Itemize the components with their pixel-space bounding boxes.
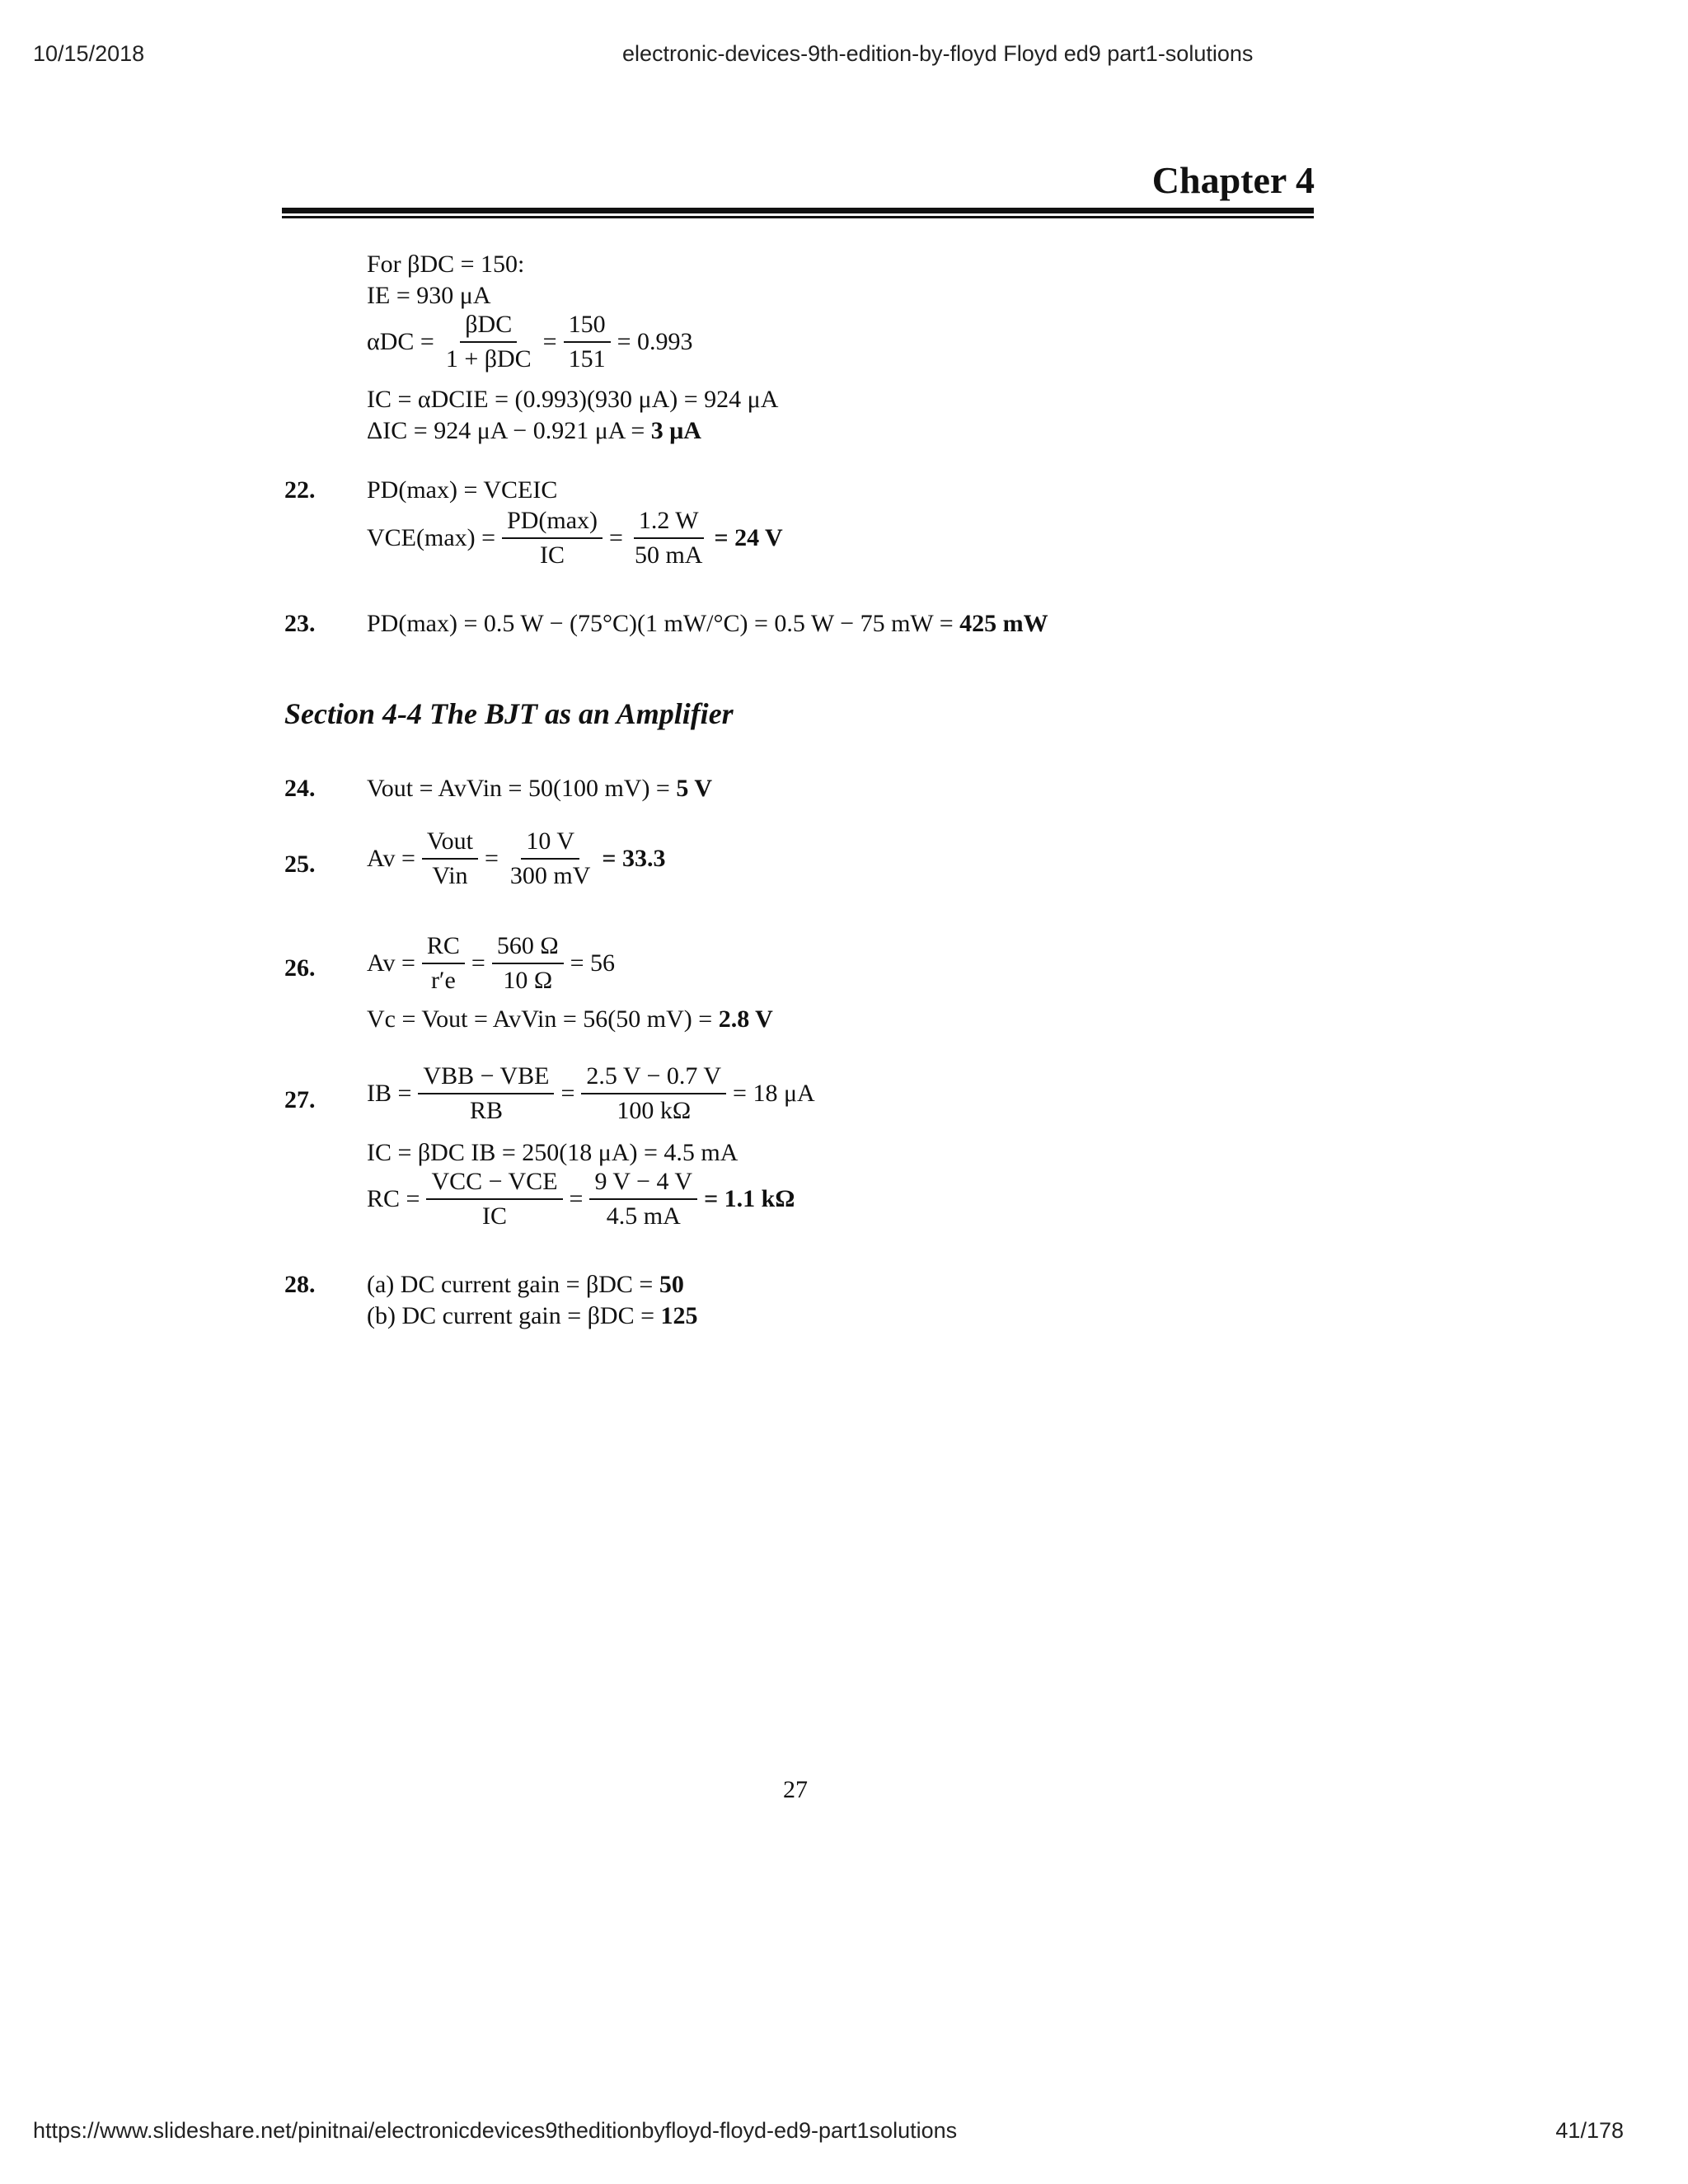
carryover-line-5-answer: 3 μA (650, 417, 701, 444)
problem-27-numerator-value-3: 9 V − 4 V (589, 1169, 697, 1200)
problem-22-numerator-value: 1.2 W (634, 508, 704, 539)
problem-26-denominator-value: 10 Ω (503, 966, 553, 994)
problem-24-line (367, 776, 712, 801)
carryover-line-5 (367, 419, 701, 443)
problem-26-result: = 56 (570, 949, 616, 977)
problem-23-text: PD(max) = 0.5 W − (75°C)(1 mW/°C) = 0.5 W − 75 mW = (367, 610, 960, 637)
problem-26-equals: = (471, 949, 485, 977)
problem-27-equals-3: = (569, 1184, 584, 1212)
problem-25-denominator-value: 300 mV (509, 861, 591, 889)
problem-22-equation (367, 508, 783, 568)
alpha-equals: = (542, 327, 557, 355)
problem-26-line-2 (367, 1007, 773, 1032)
carryover-line-1: For βDC = 150: (367, 251, 525, 278)
problem-28-b-answer: 125 (660, 1302, 698, 1329)
alpha-fraction-values (564, 312, 611, 372)
problem-27-fraction (418, 1063, 554, 1123)
chapter-heading: Chapter 4 (1151, 159, 1315, 201)
problem-27-numerator-value: 2.5 V − 0.7 V (581, 1063, 726, 1094)
carryover-line-5-text: ΔIC = 924 μA − 0.921 μA = (367, 417, 651, 444)
problem-23-answer: 425 mW (959, 610, 1048, 637)
alpha-denominator-value: 151 (568, 344, 606, 373)
problem-25-denominator: Vin (432, 861, 468, 889)
problem-28-number: 28. (284, 1271, 316, 1298)
alpha-result: = 0.993 (617, 327, 693, 355)
problem-22-result: = 24 V (714, 523, 783, 551)
problem-22-equals: = (609, 523, 623, 551)
problem-27-result: = 18 μA (733, 1079, 815, 1107)
problem-28-a-answer: 50 (659, 1271, 684, 1298)
carryover-line-4: IC = αDCIE = (0.993)(930 μA) = 924 μA (367, 386, 779, 413)
problem-27-denominator-value-3: 4.5 mA (606, 1202, 681, 1230)
footer-url: https://www.slideshare.net/pinitnai/electronicdevices9theditionbyfloyd-floyd-ed9-part1solutions (33, 2118, 958, 2143)
alpha-numerator: βDC (460, 312, 517, 343)
problem-26-number: 26. (284, 954, 316, 982)
problem-27-equals: = (560, 1079, 575, 1107)
problem-27-fraction-values (581, 1063, 726, 1123)
problem-26-line-2-text: Vc = Vout = AvVin = 56(50 mV) = (367, 1005, 719, 1033)
footer-page-count: 41/178 (1555, 2118, 1624, 2143)
document-title: electronic-devices-9th-edition-by-floyd Floyd ed9 part1-solutions (622, 41, 1254, 66)
problem-26-fraction-values (492, 933, 564, 993)
chapter-rule-thick (282, 208, 1314, 213)
problem-25-numerator: Vout (422, 828, 478, 860)
problem-23-number: 23. (284, 610, 316, 637)
problem-27-denominator-value: 100 kΩ (617, 1096, 692, 1124)
problem-27-number: 27. (284, 1086, 316, 1113)
section-heading: Section 4-4 The BJT as an Amplifier (284, 697, 734, 730)
problem-27-line-2: IC = βDC IB = 250(18 μA) = 4.5 mA (367, 1139, 738, 1166)
problem-25-number: 25. (284, 851, 316, 878)
problem-26-equation (367, 933, 615, 993)
problem-22-fraction (502, 508, 603, 568)
problem-25-lhs: Av = (367, 844, 415, 872)
problem-28-line-a (367, 1272, 684, 1297)
print-date: 10/15/2018 (33, 41, 145, 66)
problem-25-fraction-values (505, 828, 596, 888)
problem-22-lhs: VCE(max) = (367, 523, 496, 551)
problem-22-fraction-values (630, 508, 708, 568)
problem-27-equation-1 (367, 1063, 815, 1123)
problem-25-equation (367, 828, 666, 888)
problem-28-b-text: (b) DC current gain = βDC = (367, 1302, 661, 1329)
problem-27-denominator: RB (469, 1096, 503, 1124)
problem-28-a-text: (a) DC current gain = βDC = (367, 1271, 659, 1298)
problem-26-fraction (422, 933, 465, 993)
problem-28-line-b (367, 1304, 698, 1329)
problem-27-result-3: = 1.1 kΩ (704, 1184, 795, 1212)
carryover-line-2: IE = 930 μA (367, 282, 491, 309)
alpha-numerator-value: 150 (564, 312, 611, 343)
problem-27-denominator-3: IC (481, 1202, 507, 1230)
problem-24-text: Vout = AvVin = 50(100 mV) = (367, 775, 677, 802)
problem-23-line (367, 612, 1048, 636)
problem-25-numerator-value: 10 V (521, 828, 579, 860)
problem-26-lhs: Av = (367, 949, 415, 977)
problem-26-numerator: RC (422, 933, 465, 964)
problem-22-denominator-value: 50 mA (634, 541, 703, 569)
chapter-rule-thin (282, 216, 1314, 218)
problem-26-denominator: r′e (430, 966, 456, 994)
problem-27-numerator-3: VCC − VCE (426, 1169, 562, 1200)
alpha-lhs: αDC = (367, 327, 434, 355)
problem-25-result: = 33.3 (602, 844, 666, 872)
problem-25-fraction (422, 828, 478, 888)
problem-22-numerator: PD(max) (502, 508, 603, 539)
problem-27-fraction-3 (426, 1169, 562, 1229)
problem-27-equation-3 (367, 1169, 795, 1229)
problem-25-equals: = (485, 844, 499, 872)
alpha-denominator: 1 + βDC (445, 344, 532, 373)
problem-22-denominator: IC (540, 541, 565, 569)
problem-27-lhs-3: RC = (367, 1184, 420, 1212)
problem-24-answer: 5 V (676, 775, 712, 802)
problem-24-number: 24. (284, 775, 316, 802)
problem-22-number: 22. (284, 476, 316, 504)
alpha-fraction (441, 312, 537, 372)
problem-27-lhs: IB = (367, 1079, 412, 1107)
page-number: 27 (783, 1776, 808, 1803)
problem-27-fraction-values-3 (589, 1169, 697, 1229)
problem-27-numerator: VBB − VBE (418, 1063, 554, 1094)
problem-26-answer: 2.8 V (718, 1005, 773, 1033)
alpha-equation (367, 312, 693, 372)
problem-22-line-1: PD(max) = VCEIC (367, 476, 558, 504)
problem-26-numerator-value: 560 Ω (492, 933, 564, 964)
